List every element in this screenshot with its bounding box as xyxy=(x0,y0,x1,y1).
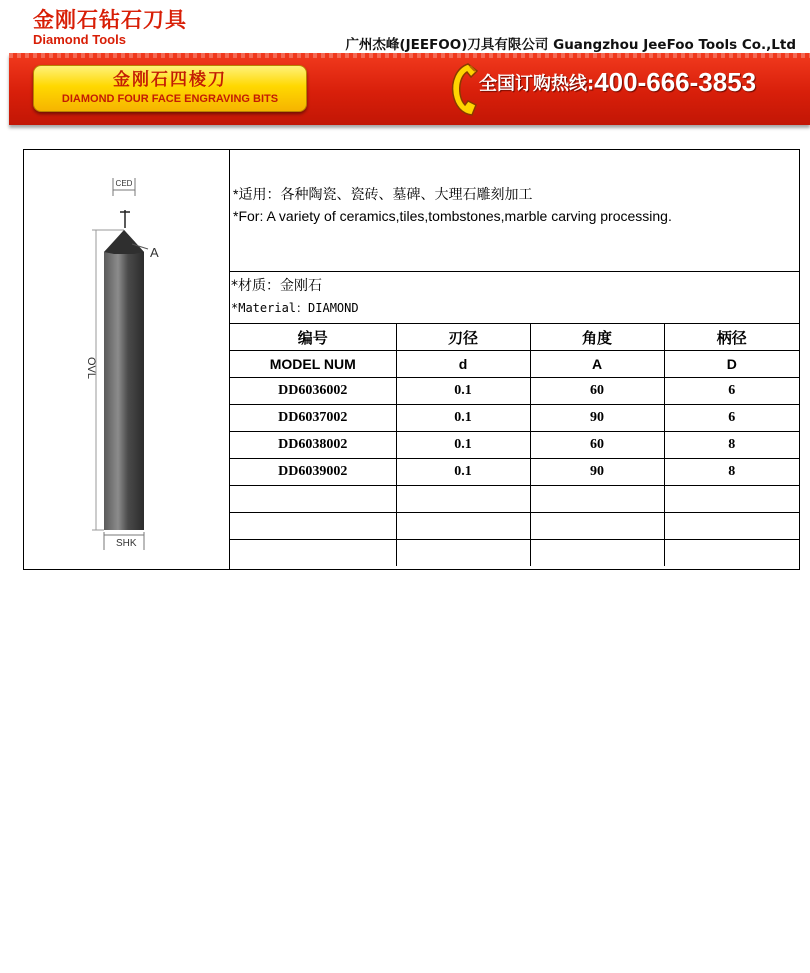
spec-table xyxy=(230,324,799,566)
header-edge-dia-cn: 刃径 xyxy=(396,324,530,351)
header-angle-cn: 角度 xyxy=(530,324,664,351)
cell-edge-dia xyxy=(396,513,530,540)
material-en: *Material：DIAMOND xyxy=(231,301,359,315)
material-section xyxy=(230,272,799,324)
tool-body xyxy=(104,252,144,530)
cell-model: DD6037002 xyxy=(230,405,396,432)
product-title-en: DIAMOND FOUR FACE ENGRAVING BITS xyxy=(61,93,279,105)
hotline xyxy=(479,67,756,98)
shk-label: SHK xyxy=(116,538,137,549)
cell-angle xyxy=(530,540,664,567)
header-shank-dia-cn: 柄径 xyxy=(664,324,799,351)
cell-shank-dia xyxy=(664,540,799,567)
product-banner xyxy=(9,53,810,125)
cell-shank-dia: 8 xyxy=(664,432,799,459)
cell-model xyxy=(230,540,396,567)
cell-angle: 60 xyxy=(530,432,664,459)
cell-angle: 90 xyxy=(530,405,664,432)
header-model-cn: 编号 xyxy=(230,324,396,351)
brand-logo xyxy=(33,8,187,47)
cell-shank-dia: 6 xyxy=(664,405,799,432)
cell-edge-dia: 0.1 xyxy=(396,432,530,459)
table-row-empty xyxy=(230,513,799,540)
header-shank-dia-en: D xyxy=(664,351,799,378)
phone-handset-icon xyxy=(446,60,480,118)
cell-shank-dia xyxy=(664,486,799,513)
usage-text xyxy=(233,183,773,227)
cell-model xyxy=(230,486,396,513)
cell-edge-dia: 0.1 xyxy=(396,378,530,405)
cell-model: DD6038002 xyxy=(230,432,396,459)
cell-edge-dia xyxy=(396,486,530,513)
ced-label: CED xyxy=(115,179,133,188)
table-row xyxy=(230,378,799,405)
ovl-label: OVL xyxy=(85,356,97,380)
cell-shank-dia xyxy=(664,513,799,540)
cell-edge-dia: 0.1 xyxy=(396,405,530,432)
cell-model xyxy=(230,513,396,540)
brand-name-cn: 金刚石钻石刀具 xyxy=(33,8,187,32)
cell-model: DD6036002 xyxy=(230,378,396,405)
usage-cn: *适用：各种陶瓷、瓷砖、墓碑、大理石雕刻加工 xyxy=(233,186,533,202)
table-row-empty xyxy=(230,486,799,513)
header-model-en: MODEL NUM xyxy=(230,351,396,378)
table-header-cn xyxy=(230,324,799,351)
cell-angle xyxy=(530,513,664,540)
cell-model: DD6039002 xyxy=(230,459,396,486)
tool-diagram xyxy=(24,150,229,569)
cell-angle: 60 xyxy=(530,378,664,405)
product-spec-sheet xyxy=(23,149,800,570)
tool-diagram-panel xyxy=(24,150,230,569)
spec-panel xyxy=(230,150,799,569)
cell-angle: 90 xyxy=(530,459,664,486)
table-row xyxy=(230,432,799,459)
cell-shank-dia: 6 xyxy=(664,378,799,405)
usage-en: *For: A variety of ceramics,tiles,tombstones,marble carving processing. xyxy=(233,208,672,224)
cell-angle xyxy=(530,486,664,513)
header-edge-dia-en: d xyxy=(396,351,530,378)
hotline-number: 400-666-3853 xyxy=(594,67,757,97)
table-row-empty xyxy=(230,540,799,567)
cell-shank-dia: 8 xyxy=(664,459,799,486)
table-row xyxy=(230,405,799,432)
usage-description xyxy=(230,150,799,272)
product-title-badge xyxy=(33,65,307,112)
tool-point xyxy=(104,230,144,254)
table-row xyxy=(230,459,799,486)
angle-label: A xyxy=(150,245,159,260)
cell-edge-dia: 0.1 xyxy=(396,459,530,486)
brand-name-en: Diamond Tools xyxy=(33,32,126,47)
material-cn: *材质：金刚石 xyxy=(231,278,322,294)
header-angle-en: A xyxy=(530,351,664,378)
cell-edge-dia xyxy=(396,540,530,567)
hotline-label: 全国订购热线: xyxy=(479,73,595,95)
table-header-en xyxy=(230,351,799,378)
product-title-cn: 金刚石四棱刀 xyxy=(113,70,227,90)
company-name: 广州杰峰(JEEFOO)刀具有限公司 Guangzhou JeeFoo Tools Co.,Ltd xyxy=(345,37,796,53)
